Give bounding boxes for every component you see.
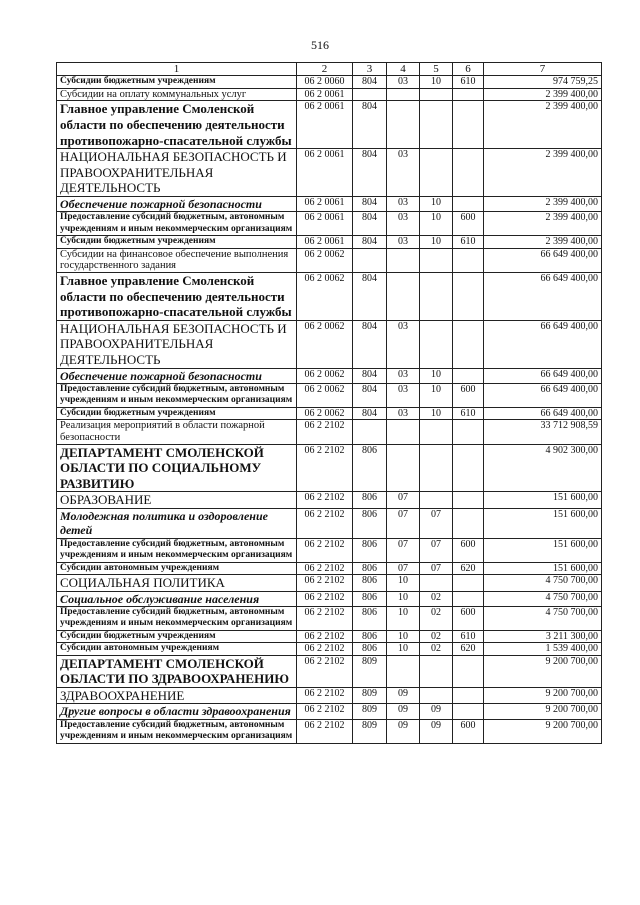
ministry-code-cell: 804 [353,236,387,248]
amount-cell: 2 399 400,00 [484,236,602,248]
row-name-cell: Предоставление субсидий бюджетным, автономным учреждениям и иным некоммерческим организациям [57,719,297,743]
ministry-code-cell [353,420,387,445]
ministry-code-cell: 809 [353,655,387,687]
section-code-cell: 09 [387,719,420,743]
subsection-code-cell: 07 [420,538,453,562]
subsection-code-cell [420,575,453,592]
ministry-code-cell: 806 [353,509,387,539]
target-code-cell: 06 2 2102 [297,575,353,592]
target-code-cell: 06 2 0060 [297,76,353,88]
row-name-cell: ЗДРАВООХРАНЕНИЕ [57,687,297,704]
section-code-cell: 10 [387,607,420,631]
amount-cell: 4 750 700,00 [484,607,602,631]
expense-type-cell [453,368,484,383]
table-row [57,591,602,606]
table-row [57,88,602,101]
amount-cell: 66 649 400,00 [484,273,602,321]
subsection-code-cell [420,248,453,273]
table-row [57,538,602,562]
amount-cell: 9 200 700,00 [484,687,602,704]
page-number: 516 [311,38,329,52]
column-header: 3 [353,63,387,76]
row-name-cell: Другие вопросы в области здравоохранения [57,704,297,719]
ministry-code-cell: 809 [353,719,387,743]
section-code-cell [387,88,420,101]
row-name-cell: Субсидии бюджетным учреждениям [57,630,297,642]
ministry-code-cell: 809 [353,687,387,704]
column-header: 4 [387,63,420,76]
row-name-cell: Субсидии на оплату коммунальных услуг [57,88,297,101]
section-code-cell [387,655,420,687]
target-code-cell: 06 2 0061 [297,236,353,248]
table-row [57,562,602,574]
ministry-code-cell: 804 [353,320,387,368]
section-code-cell: 07 [387,538,420,562]
row-name-cell: Молодежная политика и оздоровление детей [57,509,297,539]
section-code-cell: 03 [387,368,420,383]
row-name-cell: Обеспечение пожарной безопасности [57,368,297,383]
table-row [57,444,602,492]
amount-cell: 151 600,00 [484,562,602,574]
ministry-code-cell: 806 [353,444,387,492]
target-code-cell: 06 2 2102 [297,420,353,445]
column-header: 6 [453,63,484,76]
amount-cell: 66 649 400,00 [484,384,602,408]
amount-cell: 974 759,25 [484,76,602,88]
column-header: 2 [297,63,353,76]
row-name-cell: Субсидии автономным учреждениям [57,562,297,574]
expense-type-cell [453,420,484,445]
subsection-code-cell: 10 [420,384,453,408]
subsection-code-cell: 02 [420,591,453,606]
target-code-cell: 06 2 0062 [297,368,353,383]
section-code-cell: 09 [387,704,420,719]
amount-cell: 66 649 400,00 [484,368,602,383]
amount-cell: 4 750 700,00 [484,591,602,606]
table-row [57,655,602,687]
section-code-cell: 03 [387,384,420,408]
table-row [57,368,602,383]
ministry-code-cell: 804 [353,197,387,212]
expense-type-cell [453,444,484,492]
target-code-cell: 06 2 2102 [297,509,353,539]
target-code-cell: 06 2 2102 [297,607,353,631]
ministry-code-cell: 804 [353,101,387,149]
amount-cell: 2 399 400,00 [484,212,602,236]
amount-cell: 9 200 700,00 [484,655,602,687]
target-code-cell: 06 2 2102 [297,719,353,743]
target-code-cell: 06 2 0062 [297,384,353,408]
ministry-code-cell [353,248,387,273]
ministry-code-cell [353,88,387,101]
expense-type-cell: 600 [453,719,484,743]
row-name-cell: Обеспечение пожарной безопасности [57,197,297,212]
subsection-code-cell: 10 [420,407,453,419]
row-name-cell: Субсидии бюджетным учреждениям [57,407,297,419]
table-row [57,197,602,212]
target-code-cell: 06 2 2102 [297,630,353,642]
section-code-cell: 07 [387,492,420,509]
subsection-code-cell [420,420,453,445]
ministry-code-cell: 804 [353,76,387,88]
target-code-cell: 06 2 0061 [297,101,353,149]
target-code-cell: 06 2 0062 [297,407,353,419]
section-code-cell: 03 [387,236,420,248]
row-name-cell: Предоставление субсидий бюджетным, автономным учреждениям и иным некоммерческим организациям [57,607,297,631]
amount-cell: 151 600,00 [484,509,602,539]
subsection-code-cell [420,492,453,509]
target-code-cell: 06 2 0062 [297,248,353,273]
section-code-cell [387,248,420,273]
amount-cell: 4 902 300,00 [484,444,602,492]
table-row [57,101,602,149]
expense-type-cell: 600 [453,384,484,408]
subsection-code-cell [420,101,453,149]
section-code-cell: 10 [387,643,420,655]
section-code-cell: 09 [387,687,420,704]
target-code-cell: 06 2 2102 [297,538,353,562]
amount-cell: 151 600,00 [484,538,602,562]
subsection-code-cell: 10 [420,368,453,383]
table-row [57,630,602,642]
table-row [57,509,602,539]
section-code-cell: 03 [387,320,420,368]
section-code-cell: 07 [387,562,420,574]
table-row [57,76,602,88]
section-code-cell [387,273,420,321]
section-code-cell [387,101,420,149]
target-code-cell: 06 2 0061 [297,149,353,197]
table-row [57,607,602,631]
row-name-cell: Социальное обслуживание населения [57,591,297,606]
ministry-code-cell: 804 [353,212,387,236]
expense-type-cell [453,88,484,101]
subsection-code-cell: 02 [420,630,453,642]
subsection-code-cell: 02 [420,607,453,631]
row-name-cell: ДЕПАРТАМЕНТ СМОЛЕНСКОЙ ОБЛАСТИ ПО ЗДРАВООХРАНЕНИЮ [57,655,297,687]
target-code-cell: 06 2 2102 [297,444,353,492]
table-row [57,248,602,273]
ministry-code-cell: 806 [353,607,387,631]
section-code-cell [387,420,420,445]
ministry-code-cell: 806 [353,591,387,606]
ministry-code-cell: 804 [353,384,387,408]
subsection-code-cell: 02 [420,643,453,655]
table-row [57,687,602,704]
expense-type-cell [453,149,484,197]
amount-cell: 1 539 400,00 [484,643,602,655]
expense-type-cell [453,197,484,212]
row-name-cell: НАЦИОНАЛЬНАЯ БЕЗОПАСНОСТЬ И ПРАВООХРАНИТЕЛЬНАЯ ДЕЯТЕЛЬНОСТЬ [57,320,297,368]
expense-type-cell [453,273,484,321]
target-code-cell: 06 2 0061 [297,88,353,101]
subsection-code-cell [420,655,453,687]
subsection-code-cell [420,320,453,368]
column-header: 1 [57,63,297,76]
target-code-cell: 06 2 0062 [297,273,353,321]
section-code-cell: 10 [387,630,420,642]
amount-cell: 66 649 400,00 [484,320,602,368]
ministry-code-cell: 804 [353,368,387,383]
expense-type-cell [453,655,484,687]
ministry-code-cell: 809 [353,704,387,719]
expense-type-cell: 600 [453,212,484,236]
amount-cell: 2 399 400,00 [484,101,602,149]
subsection-code-cell: 09 [420,704,453,719]
expense-type-cell: 600 [453,607,484,631]
target-code-cell: 06 2 0062 [297,320,353,368]
subsection-code-cell: 10 [420,236,453,248]
table-row [57,273,602,321]
expense-type-cell [453,704,484,719]
row-name-cell: Субсидии бюджетным учреждениям [57,236,297,248]
amount-cell: 2 399 400,00 [484,88,602,101]
expense-type-cell: 610 [453,236,484,248]
amount-cell: 2 399 400,00 [484,149,602,197]
subsection-code-cell: 07 [420,562,453,574]
subsection-code-cell: 10 [420,212,453,236]
expense-type-cell [453,575,484,592]
expense-type-cell [453,101,484,149]
amount-cell: 33 712 908,59 [484,420,602,445]
ministry-code-cell: 804 [353,149,387,197]
section-code-cell: 03 [387,76,420,88]
table-row [57,149,602,197]
target-code-cell: 06 2 2102 [297,655,353,687]
row-name-cell: Субсидии автономным учреждениям [57,643,297,655]
subsection-code-cell: 07 [420,509,453,539]
target-code-cell: 06 2 2102 [297,591,353,606]
table-row [57,384,602,408]
subsection-code-cell: 09 [420,719,453,743]
column-header: 5 [420,63,453,76]
subsection-code-cell [420,687,453,704]
subsection-code-cell [420,444,453,492]
ministry-code-cell: 806 [353,643,387,655]
ministry-code-cell: 806 [353,538,387,562]
expense-type-cell [453,687,484,704]
target-code-cell: 06 2 2102 [297,643,353,655]
expense-type-cell: 610 [453,407,484,419]
table-body [57,76,602,743]
section-code-cell: 10 [387,575,420,592]
row-name-cell: Предоставление субсидий бюджетным, автономным учреждениям и иным некоммерческим организациям [57,212,297,236]
row-name-cell: Субсидии бюджетным учреждениям [57,76,297,88]
expense-type-cell [453,492,484,509]
expense-type-cell: 600 [453,538,484,562]
amount-cell: 66 649 400,00 [484,407,602,419]
expense-type-cell [453,320,484,368]
expense-type-cell: 610 [453,630,484,642]
section-code-cell: 03 [387,407,420,419]
table-row [57,407,602,419]
subsection-code-cell [420,149,453,197]
row-name-cell: НАЦИОНАЛЬНАЯ БЕЗОПАСНОСТЬ И ПРАВООХРАНИТЕЛЬНАЯ ДЕЯТЕЛЬНОСТЬ [57,149,297,197]
subsection-code-cell: 10 [420,76,453,88]
budget-table [56,62,602,744]
amount-cell: 3 211 300,00 [484,630,602,642]
column-number-row [57,63,602,76]
target-code-cell: 06 2 2102 [297,562,353,574]
amount-cell: 4 750 700,00 [484,575,602,592]
subsection-code-cell [420,88,453,101]
table-row [57,236,602,248]
ministry-code-cell: 806 [353,492,387,509]
ministry-code-cell: 804 [353,407,387,419]
table-row [57,420,602,445]
target-code-cell: 06 2 0061 [297,212,353,236]
expense-type-cell: 620 [453,562,484,574]
row-name-cell: Главное управление Смоленской области по обеспечению деятельности противопожарно-спасательной службы [57,101,297,149]
expense-type-cell: 610 [453,76,484,88]
amount-cell: 9 200 700,00 [484,704,602,719]
row-name-cell: Предоставление субсидий бюджетным, автономным учреждениям и иным некоммерческим организациям [57,538,297,562]
target-code-cell: 06 2 2102 [297,492,353,509]
row-name-cell: Предоставление субсидий бюджетным, автономным учреждениям и иным некоммерческим организациям [57,384,297,408]
amount-cell: 9 200 700,00 [484,719,602,743]
row-name-cell: Главное управление Смоленской области по обеспечению деятельности противопожарно-спасательной службы [57,273,297,321]
ministry-code-cell: 806 [353,562,387,574]
target-code-cell: 06 2 2102 [297,687,353,704]
amount-cell: 151 600,00 [484,492,602,509]
row-name-cell: Реализация мероприятий в области пожарной безопасности [57,420,297,445]
section-code-cell: 03 [387,149,420,197]
target-code-cell: 06 2 2102 [297,704,353,719]
target-code-cell: 06 2 0061 [297,197,353,212]
expense-type-cell [453,509,484,539]
expense-type-cell [453,248,484,273]
section-code-cell: 03 [387,197,420,212]
ministry-code-cell: 804 [353,273,387,321]
section-code-cell: 03 [387,212,420,236]
row-name-cell: ДЕПАРТАМЕНТ СМОЛЕНСКОЙ ОБЛАСТИ ПО СОЦИАЛЬНОМУ РАЗВИТИЮ [57,444,297,492]
section-code-cell: 10 [387,591,420,606]
row-name-cell: Субсидии на финансовое обеспечение выполнения государственного задания [57,248,297,273]
subsection-code-cell: 10 [420,197,453,212]
ministry-code-cell: 806 [353,575,387,592]
section-code-cell: 07 [387,509,420,539]
table-row [57,492,602,509]
table-row [57,320,602,368]
row-name-cell: ОБРАЗОВАНИЕ [57,492,297,509]
ministry-code-cell: 806 [353,630,387,642]
expense-type-cell: 620 [453,643,484,655]
amount-cell: 2 399 400,00 [484,197,602,212]
column-header: 7 [484,63,602,76]
expense-type-cell [453,591,484,606]
subsection-code-cell [420,273,453,321]
table-row [57,704,602,719]
table-row [57,719,602,743]
table-row [57,575,602,592]
row-name-cell: СОЦИАЛЬНАЯ ПОЛИТИКА [57,575,297,592]
section-code-cell [387,444,420,492]
amount-cell: 66 649 400,00 [484,248,602,273]
table-row [57,212,602,236]
table-row [57,643,602,655]
